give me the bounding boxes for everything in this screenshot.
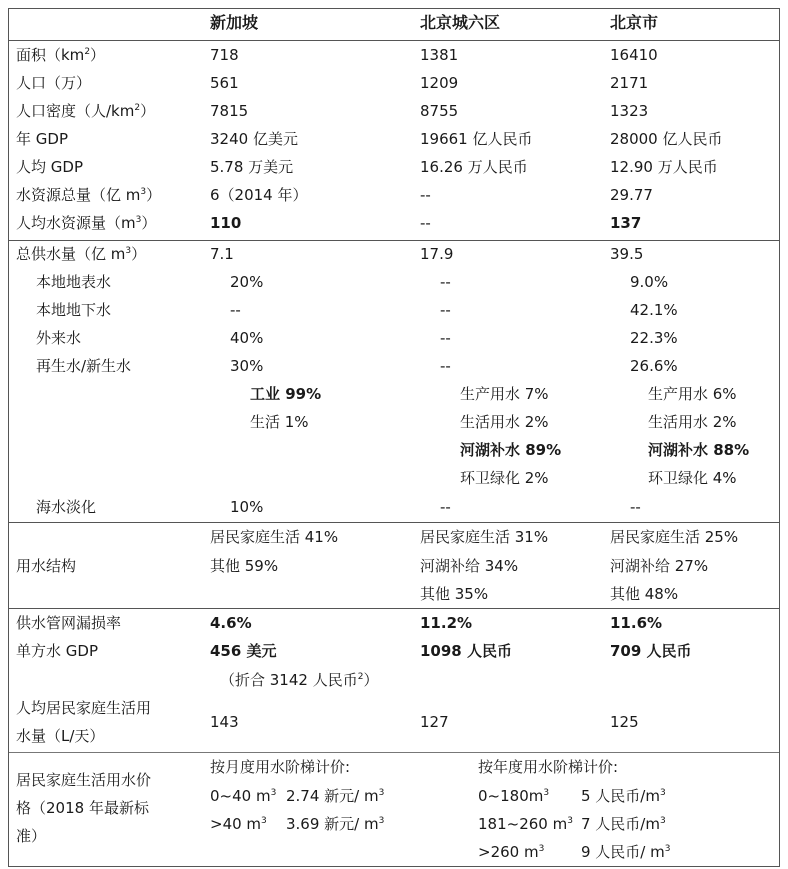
ground-sg: -- [230, 301, 241, 319]
external-bj6: -- [440, 329, 451, 347]
area-bj: 16410 [610, 46, 658, 64]
rule-top [8, 8, 780, 9]
water-per-capita-bj: 137 [610, 214, 642, 232]
row-home-use-label-2: 水量（L/天） [16, 727, 105, 745]
row-population-label: 人口（万） [16, 74, 92, 92]
leak-sg: 4.6% [210, 614, 252, 632]
bj-use-life: 生活用水 2% [648, 413, 737, 431]
header-beijing: 北京市 [610, 13, 659, 32]
water-total-bj: 29.77 [610, 186, 653, 204]
row-water-per-capita-label: 人均水资源量$(m^3)$ [16, 214, 157, 232]
desal-bj6: -- [440, 498, 451, 516]
row-home-use-label-1: 人均居民家庭生活用 [16, 699, 152, 717]
structure-bj-1: 居民家庭生活 25% [610, 528, 739, 546]
water-per-capita-sg: 110 [210, 214, 242, 232]
row-total-supply-label: 总供水量（亿 $m^3$） [16, 245, 147, 263]
gdp-per-capita-sg: 5.78 万美元 [210, 158, 294, 176]
structure-bj6-2: 河湖补给 34% [420, 557, 519, 575]
population-bj6: 1209 [420, 74, 459, 92]
header-singapore: 新加坡 [210, 13, 259, 32]
bj6-use-life: 生活用水 2% [460, 413, 549, 431]
unit-gdp-bj: 709 人民币 [610, 642, 692, 660]
surface-sg: 20% [230, 273, 264, 291]
row-leak-label: 供水管网漏损率 [16, 614, 122, 632]
water-total-bj6: -- [420, 186, 431, 204]
price-bj-tier-2-range: 181~260 $m^3$ [478, 815, 573, 833]
price-bj-tier-1-range: $0\sim 180m^3$ [478, 787, 550, 805]
header-beijing-6-districts: 北京城六区 [420, 13, 501, 32]
population-bj: 2171 [610, 74, 649, 92]
gdp-per-capita-bj: 12.90 万人民币 [610, 158, 718, 176]
desal-sg: 10% [230, 498, 264, 516]
row-price-label-1: 居民家庭生活用水价 [16, 771, 152, 789]
row-ground-label: 本地地下水 [36, 301, 112, 319]
rule-basic [8, 240, 780, 241]
row-area-label: 面积$(km^2)$ [16, 46, 106, 64]
density-bj6: 8755 [420, 102, 459, 120]
population-sg: 561 [210, 74, 239, 92]
price-sg-tier-2-range: >40 $m^3$ [210, 815, 267, 833]
area-sg: 718 [210, 46, 239, 64]
unit-gdp-sg: 456 美元 [210, 642, 277, 660]
total-supply-sg: 7.1 [210, 245, 234, 263]
rule-bottom [8, 866, 780, 867]
rule-header [8, 40, 780, 41]
surface-bj6: -- [440, 273, 451, 291]
gdp-bj: 28000 亿人民币 [610, 130, 723, 148]
ground-bj: 42.1% [630, 301, 678, 319]
price-bj-tier-2-rate: 7 人民币$/m^3$ [581, 815, 666, 833]
density-sg: 7815 [210, 102, 249, 120]
home-use-bj6: 127 [420, 713, 449, 731]
row-gdp-per-capita-label: 人均 GDP [16, 158, 83, 176]
row-external-label: 外来水 [36, 329, 82, 347]
structure-bj-3: 其他 48% [610, 585, 679, 603]
price-bj-tier-1-rate: 5 人民币$/m^3$ [581, 787, 666, 805]
unit-gdp-sg-note: （折合 3142 人民币$^2$） [220, 671, 379, 689]
structure-sg-2: 其他 59% [210, 557, 279, 575]
rule-efficiency [8, 752, 780, 753]
recycled-bj: 26.6% [630, 357, 678, 375]
external-bj: 22.3% [630, 329, 678, 347]
water-per-capita-bj6: -- [420, 214, 431, 232]
gdp-per-capita-bj6: 16.26 万人民币 [420, 158, 528, 176]
price-bj-tier-3-range: >260 $m^3$ [478, 843, 545, 861]
rule-left [8, 8, 9, 866]
water-total-sg: 6（2014 年） [210, 186, 308, 204]
total-supply-bj6: 17.9 [420, 245, 454, 263]
desal-bj: -- [630, 498, 641, 516]
row-density-label: 人口密度（人$/km^2$） [16, 102, 156, 120]
price-sg-title: 按月度用水阶梯计价: [210, 758, 351, 776]
row-recycled-label: 再生水/新生水 [36, 357, 132, 375]
rule-right [779, 8, 780, 866]
bj-use-prod: 生产用水 6% [648, 385, 737, 403]
external-sg: 40% [230, 329, 264, 347]
row-surface-label: 本地地表水 [36, 273, 112, 291]
density-bj: 1323 [610, 102, 649, 120]
structure-sg-1: 居民家庭生活 41% [210, 528, 339, 546]
unit-gdp-bj6: 1098 人民币 [420, 642, 512, 660]
price-sg-tier-2-rate: 3.69 新元/ $m^3$ [286, 815, 385, 833]
row-water-total-label: 水资源总量（亿 $m^3$） [16, 186, 162, 204]
gdp-sg: 3240 亿美元 [210, 130, 298, 148]
price-sg-tier-1-range: 0~40 $m^3$ [210, 787, 277, 805]
row-unit-gdp-label: 单方水 GDP [16, 642, 98, 660]
rule-structure [8, 608, 780, 609]
structure-bj6-3: 其他 35% [420, 585, 489, 603]
ground-bj6: -- [440, 301, 451, 319]
bj-use-river: 河湖补水 88% [648, 441, 750, 459]
water-comparison-table [8, 4, 780, 866]
row-structure-label: 用水结构 [16, 557, 77, 575]
recycled-bj6: -- [440, 357, 451, 375]
leak-bj: 11.6% [610, 614, 663, 632]
recycled-sg: 30% [230, 357, 264, 375]
price-bj-title: 按年度用水阶梯计价: [478, 758, 619, 776]
bj6-use-prod: 生产用水 7% [460, 385, 549, 403]
home-use-sg: 143 [210, 713, 239, 731]
sg-use-industry: 工业 99% [250, 385, 322, 403]
surface-bj: 9.0% [630, 273, 669, 291]
gdp-bj6: 19661 亿人民币 [420, 130, 533, 148]
row-price-label-3: 准） [16, 827, 47, 845]
rule-supply [8, 522, 780, 523]
row-gdp-label: 年 GDP [16, 130, 68, 148]
bj-use-green: 环卫绿化 4% [648, 469, 737, 487]
home-use-bj: 125 [610, 713, 639, 731]
leak-bj6: 11.2% [420, 614, 473, 632]
area-bj6: 1381 [420, 46, 459, 64]
row-price-label-2: 格（2018 年最新标 [16, 799, 149, 817]
total-supply-bj: 39.5 [610, 245, 644, 263]
bj6-use-river: 河湖补水 89% [460, 441, 562, 459]
bj6-use-green: 环卫绿化 2% [460, 469, 549, 487]
price-bj-tier-3-rate: 9 人民币/ $m^3$ [581, 843, 671, 861]
sg-use-life: 生活 1% [250, 413, 309, 431]
row-desal-label: 海水淡化 [36, 498, 97, 516]
structure-bj6-1: 居民家庭生活 31% [420, 528, 549, 546]
structure-bj-2: 河湖补给 27% [610, 557, 709, 575]
price-sg-tier-1-rate: 2.74 新元/ $m^3$ [286, 787, 385, 805]
